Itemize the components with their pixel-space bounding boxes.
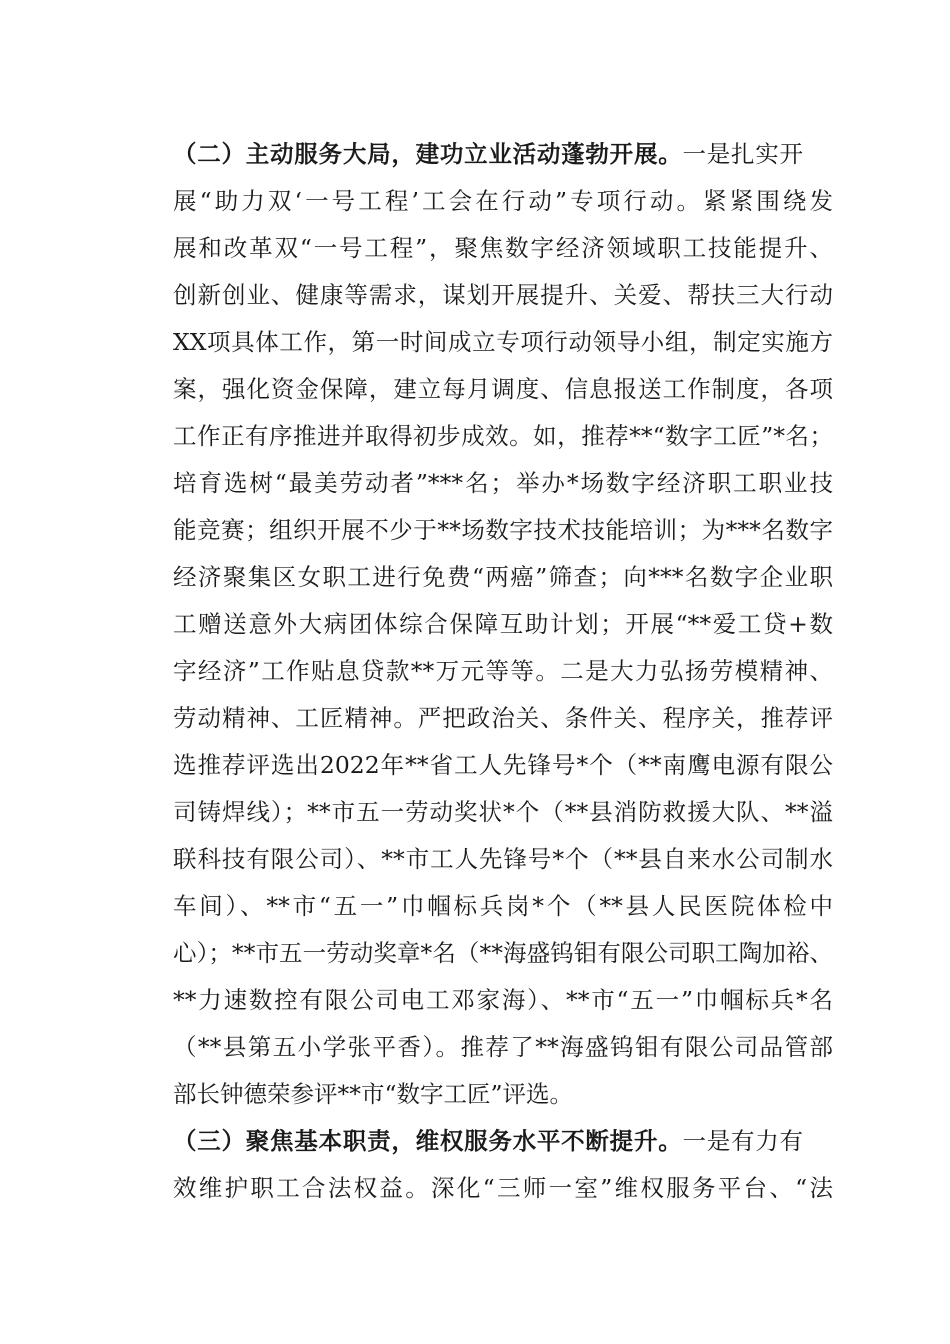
section-heading: （二）主动服务大局，建功立业活动蓬勃开展。 (173, 140, 683, 168)
paragraph-line (173, 134, 803, 174)
paragraph-line: 效维护职工合法权益。深化“三师一室”维权服务平台、“法 (173, 1174, 833, 1202)
paragraph-line: 联科技有限公司）、**市工人先锋号*个（**县自来水公司制水 (173, 845, 833, 873)
paragraph-line: 培育选树“最美劳动者”***名；举办*场数字经济职工职业技 (173, 469, 833, 497)
paragraph-line: 工作正有序推进并取得初步成效。如，推荐**“数字工匠”*名； (173, 422, 833, 450)
paragraph-line: 选推荐评选出2022年**省工人先锋号*个（**南鹰电源有限公 (173, 751, 833, 779)
paragraph-line: 心）；**市五一劳动奖章*名（**海盛钨钼有限公司职工陶加裕、 (173, 939, 833, 967)
paragraph-text: 一是扎实开 (682, 140, 804, 168)
paragraph-line: 展和改革双“一号工程”，聚焦数字经济领域职工技能提升、 (173, 234, 833, 262)
paragraph-line: （**县第五小学张平香）。推荐了**海盛钨钼有限公司品管部 (173, 1033, 833, 1061)
paragraph-line: 车间）、**市“五一”巾帼标兵岗*个（**县人民医院体检中 (173, 892, 833, 920)
paragraph-line: 工赠送意外大病团体综合保障互助计划；开展“**爱工贷+数 (173, 610, 833, 638)
paragraph-line: 能竞赛；组织开展不少于**场数字技术技能培训；为***名数字 (173, 516, 833, 544)
paragraph-line: **力速数控有限公司电工邓家海）、**市“五一”巾帼标兵*名 (173, 986, 833, 1014)
paragraph-line: 经济聚集区女职工进行免费“两癌”筛查；向***名数字企业职 (173, 563, 833, 591)
paragraph-line: 劳动精神、工匠精神。严把政治关、条件关、程序关，推荐评 (173, 704, 833, 732)
paragraph-text: 一是有力有 (682, 1127, 804, 1155)
paragraph-line: 部长钟德荣参评**市“数字工匠”评选。 (173, 1080, 574, 1108)
paragraph-line: 案，强化资金保障，建立每月调度、信息报送工作制度，各项 (173, 375, 833, 403)
paragraph-line: 展“助力双‘一号工程’工会在行动”专项行动。紧紧围绕发 (173, 187, 833, 215)
section-heading: （三）聚焦基本职责，维权服务水平不断提升。 (173, 1127, 683, 1155)
paragraph-line: 字经济”工作贴息贷款**万元等等。二是大力弘扬劳模精神、 (173, 657, 833, 685)
paragraph-line: 司铸焊线）；**市五一劳动奖状*个（**县消防救援大队、**溢 (173, 798, 833, 826)
paragraph-line: XX项具体工作，第一时间成立专项行动领导小组，制定实施方 (173, 328, 833, 356)
paragraph-line: 创新创业、健康等需求，谋划开展提升、关爱、帮扶三大行动 (173, 281, 833, 309)
paragraph-line (173, 1121, 803, 1161)
